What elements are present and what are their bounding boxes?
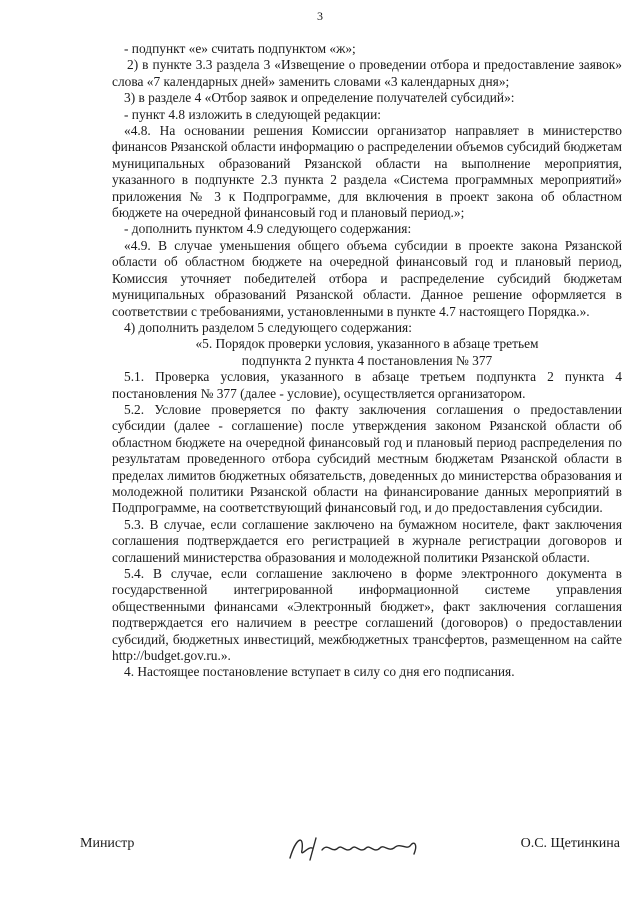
handwritten-signature bbox=[282, 828, 432, 866]
paragraph: 4. Настоящее постановление вступает в силу со дня его подписания. bbox=[124, 664, 515, 680]
paragraph: 3) в разделе 4 «Отбор заявок и определение получателей субсидий»: bbox=[124, 90, 515, 106]
page-number: 3 bbox=[317, 9, 323, 23]
paragraph: «4.9. В случае уменьшения общего объема субсидии в проекте закона Рязанской области об областном бюджете на очередной финансовый год и плановый период, Комиссия уточняет победителей отбора и распределение субсидий бюджетам муниципальных образований Рязанской области. Данное решение оформляется в соответствии с требованиями, установленными в пункте 4.7 настоящего Порядка.». bbox=[112, 237, 622, 319]
paragraph: «4.8. На основании решения Комиссии организатор направляет в министерство финансов Рязанской области информацию о распределении объемов субсидий бюджетам муниципальных образований Рязанской области на выполнение мероприятия, указанного в подпункте 2.3 пункта 2 раздела «Система программных мероприятий» приложения № 3 к Подпрограмме, для включения в проект закона об областном бюджете на очередной финансовый год и плановый период.»; bbox=[112, 123, 622, 221]
paragraph: - дополнить пунктом 4.9 следующего содержания: bbox=[124, 221, 412, 237]
paragraph: 2) в пункте 3.3 раздела 3 «Извещение о проведении отбора и предоставление заявок» слова «7 календарных дней» заменить словами «3 календарных дня»; bbox=[112, 57, 622, 89]
signatory-name: О.С. Щетинкина bbox=[520, 836, 620, 851]
signature-block bbox=[80, 828, 620, 868]
paragraph: 5.3. В случае, если соглашение заключено на бумажном носителе, факт заключения соглашения подтверждается его регистрацией в журнале регистрации договоров и соглашений министерства образования и молодежной политики Рязанской области. bbox=[112, 516, 622, 565]
paragraph: - пункт 4.8 изложить в следующей редакции: bbox=[124, 106, 381, 122]
document-body bbox=[112, 41, 622, 681]
paragraph: 5.2. Условие проверяется по факту заключения соглашения о предоставлении субсидии (далее - соглашение) после утверждения законом Рязанской области об областном бюджете на очередной финансовый год и плановый период распределения по результатам проведенного отбора субсидий местным бюджетам Рязанской области в пределах лимитов бюджетных обязательств, доведенных до министерства образования и молодежной политики Рязанской области на финансирование данных мероприятий в Подпрограмме, на соответствующий финансовый год, и до предоставления субсидии. bbox=[112, 401, 622, 516]
section-title-line-2: подпункта 2 пункта 4 постановления № 377 bbox=[241, 352, 493, 368]
signatory-title: Министр bbox=[80, 836, 135, 851]
paragraph: 5.1. Проверка условия, указанного в абзаце третьем подпункта 2 пункта 4 постановления № 377 (далее - условие), осуществляется организатором. bbox=[112, 369, 622, 401]
paragraph: 4) дополнить разделом 5 следующего содержания: bbox=[124, 319, 412, 335]
section-title-line-1: «5. Порядок проверки условия, указанного в абзаце третьем bbox=[195, 336, 539, 352]
paragraph: - подпункт «е» считать подпунктом «ж»; bbox=[124, 41, 356, 56]
paragraph: 5.4. В случае, если соглашение заключено в форме электронного документа в государственной интегрированной информационной системе управления общественными финансами «Электронный бюджет», факт заключения соглашения подтверждается его наличием в реестре соглашений (договоров) о предоставлении субсидий, бюджетных инвестиций, межбюджетных трансфертов, размещенном на сайте http://budget.gov.ru.». bbox=[112, 566, 622, 664]
